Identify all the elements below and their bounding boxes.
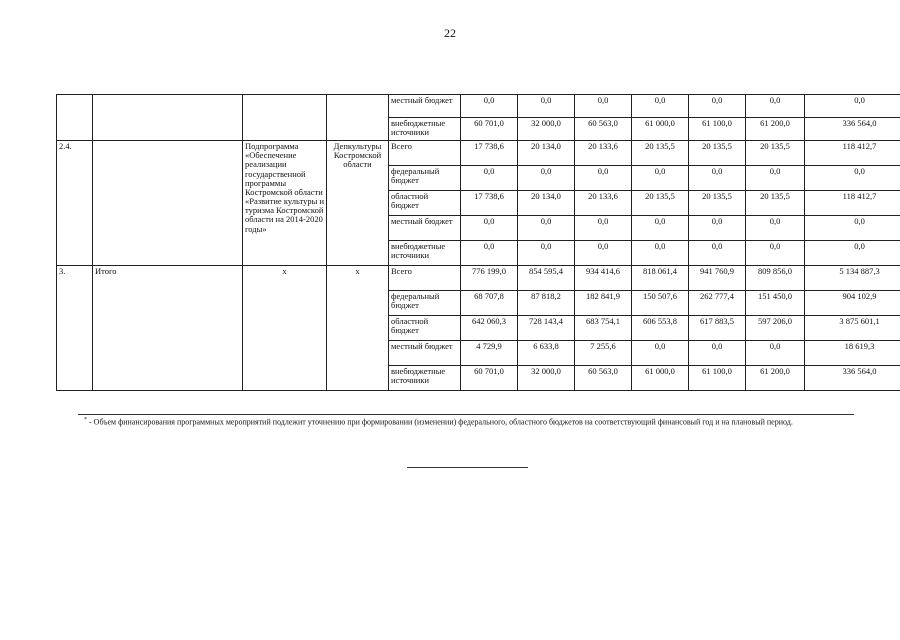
amount-cell: 18 619,3 [805,341,900,366]
amount-cell: 617 883,5 [689,316,746,341]
number-cell [57,95,93,141]
funding-source-cell: местный бюджет [389,216,461,241]
funding-source-cell: федеральный бюджет [389,166,461,191]
amount-cell: 606 553,8 [632,316,689,341]
amount-cell: 904 102,9 [805,291,900,316]
amount-cell: 0,0 [461,216,518,241]
funding-source-cell: федеральный бюджет [389,291,461,316]
amount-cell: 0,0 [746,216,805,241]
amount-cell: 0,0 [805,216,900,241]
amount-cell: 0,0 [805,241,900,266]
amount-cell: 20 135,5 [632,191,689,216]
amount-cell: 336 564,0 [805,118,900,141]
footnote-text: - Объем финансирования программных мероприятий подлежит уточнению при формировании (изменении) федерального, областного бюджетов на соответствующий финансовый год и на плановый период. [87,417,793,427]
amount-cell: 683 754,1 [575,316,632,341]
amount-cell: 809 856,0 [746,266,805,291]
amount-cell: 4 729,9 [461,341,518,366]
amount-cell: 61 200,0 [746,118,805,141]
amount-cell: 118 412,7 [805,191,900,216]
amount-cell: 7 255,6 [575,341,632,366]
name-cell [93,95,243,141]
amount-cell: 0,0 [805,95,900,118]
amount-cell: 0,0 [689,95,746,118]
executor-cell [327,95,389,141]
amount-cell: 934 414,6 [575,266,632,291]
amount-cell: 151 450,0 [746,291,805,316]
item-name-cell: Итого [93,266,243,391]
amount-cell: 0,0 [632,216,689,241]
item-name-cell [93,141,243,266]
amount-cell: 20 133,6 [575,191,632,216]
amount-cell: 182 841,9 [575,291,632,316]
amount-cell: 0,0 [746,241,805,266]
footnote-divider [78,414,854,415]
end-divider [407,467,528,468]
amount-cell: 0,0 [689,241,746,266]
amount-cell: 0,0 [689,166,746,191]
funding-source-cell: внебюджетные источники [389,366,461,391]
amount-cell: 0,0 [746,341,805,366]
amount-cell: 5 134 887,3 [805,266,900,291]
amount-cell: 61 200,0 [746,366,805,391]
amount-cell: 0,0 [746,95,805,118]
amount-cell: 20 134,0 [518,191,575,216]
amount-cell: 776 199,0 [461,266,518,291]
amount-cell: 597 206,0 [746,316,805,341]
amount-cell: 20 135,5 [689,141,746,166]
amount-cell: 60 701,0 [461,366,518,391]
amount-cell: 17 738,6 [461,141,518,166]
amount-cell: 0,0 [518,95,575,118]
amount-cell: 32 000,0 [518,118,575,141]
executor-cell: Депкультуры Костромской области [327,141,389,266]
amount-cell: 60 701,0 [461,118,518,141]
table-row [57,141,900,166]
funding-source-cell: областной бюджет [389,316,461,341]
item-number-cell: 3. [57,266,93,391]
amount-cell: 0,0 [632,241,689,266]
amount-cell: 150 507,6 [632,291,689,316]
amount-cell: 0,0 [575,241,632,266]
footnote-marker: * [84,417,87,423]
amount-cell: 61 000,0 [632,366,689,391]
amount-cell: 87 818,2 [518,291,575,316]
amount-cell: 0,0 [461,241,518,266]
amount-cell: 818 061,4 [632,266,689,291]
amount-cell: 0,0 [689,216,746,241]
amount-cell: 0,0 [746,166,805,191]
executor-cell: х [327,266,389,391]
funding-source-cell: Всего [389,141,461,166]
funding-source-cell: Всего [389,266,461,291]
amount-cell: 941 760,9 [689,266,746,291]
amount-cell: 0,0 [805,166,900,191]
amount-cell: 20 135,5 [689,191,746,216]
amount-cell: 0,0 [461,166,518,191]
page-number: 22 [444,26,456,40]
amount-cell: 0,0 [518,216,575,241]
amount-cell: 20 135,5 [632,141,689,166]
budget-table [56,94,900,391]
subprogram-cell [243,95,327,141]
table-row [57,95,900,118]
amount-cell: 3 875 601,1 [805,316,900,341]
funding-source-cell: областной бюджет [389,191,461,216]
amount-cell: 20 133,6 [575,141,632,166]
funding-source-cell: местный бюджет [389,95,461,118]
amount-cell: 728 143,4 [518,316,575,341]
amount-cell: 0,0 [518,166,575,191]
funding-source-cell: внебюджетные источники [389,241,461,266]
amount-cell: 20 134,0 [518,141,575,166]
amount-cell: 0,0 [575,216,632,241]
amount-cell: 0,0 [632,341,689,366]
amount-cell: 262 777,4 [689,291,746,316]
item-number-cell: 2.4. [57,141,93,266]
amount-cell: 0,0 [461,95,518,118]
amount-cell: 60 563,0 [575,366,632,391]
amount-cell: 61 000,0 [632,118,689,141]
amount-cell: 0,0 [575,95,632,118]
amount-cell: 20 135,5 [746,191,805,216]
amount-cell: 0,0 [518,241,575,266]
subprogram-name-cell: Подпрограмма «Обеспечение реализации государственной программы Костромской области «Развитие культуры и туризма Костромской области на 2014-2020 годы» [243,141,327,266]
amount-cell: 854 595,4 [518,266,575,291]
funding-source-cell: местный бюджет [389,341,461,366]
amount-cell: 6 633,8 [518,341,575,366]
amount-cell: 0,0 [632,95,689,118]
amount-cell: 118 412,7 [805,141,900,166]
amount-cell: 0,0 [689,341,746,366]
footnote [84,417,854,427]
table-row [57,266,900,291]
amount-cell: 61 100,0 [689,366,746,391]
amount-cell: 32 000,0 [518,366,575,391]
amount-cell: 336 564,0 [805,366,900,391]
amount-cell: 60 563,0 [575,118,632,141]
amount-cell: 642 060,3 [461,316,518,341]
amount-cell: 17 738,6 [461,191,518,216]
amount-cell: 61 100,0 [689,118,746,141]
amount-cell: 0,0 [575,166,632,191]
funding-source-cell: внебюджетные источники [389,118,461,141]
amount-cell: 20 135,5 [746,141,805,166]
amount-cell: 0,0 [632,166,689,191]
amount-cell: 68 707,8 [461,291,518,316]
subprogram-cell: х [243,266,327,391]
